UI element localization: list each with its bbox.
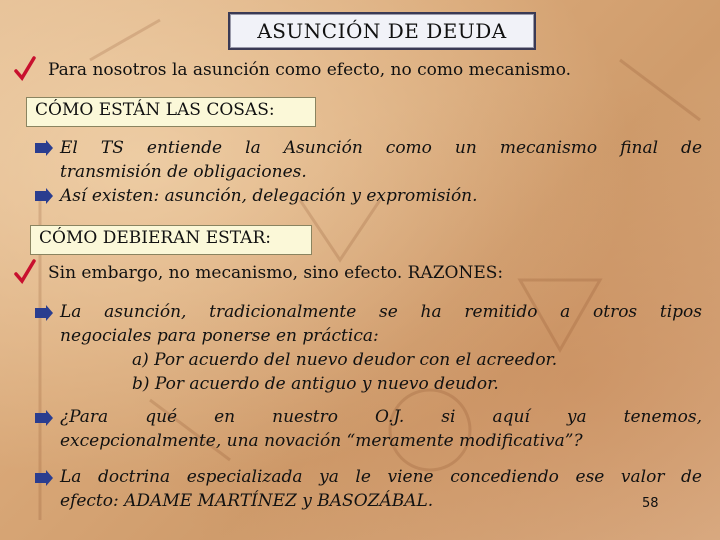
arrow-bullet-icon: [34, 188, 54, 204]
section2-intro: Sin embargo, no mecanismo, sino efecto. RAZONES:: [48, 263, 504, 283]
section2-subitem-a: a) Por acuerdo del nuevo deudor con el acreedor.: [132, 350, 558, 370]
arrow-bullet-icon: [34, 305, 54, 321]
section2-bullet1-line2: negociales para ponerse en práctica:: [60, 326, 379, 346]
section2-bullet2-line2: excepcionalmente, una novación “meramente modificativa”?: [60, 431, 583, 451]
arrow-bullet-icon: [34, 140, 54, 156]
section2-bullet1-line1: La asunción, tradicionalmente se ha remitido a otros tipos: [60, 302, 702, 322]
section2-bullet3-line2: efecto: ADAME MARTÍNEZ y BASOZÁBAL.: [60, 491, 434, 511]
section-label-current: CÓMO ESTÁN LAS COSAS:: [26, 97, 316, 127]
arrow-bullet-icon: [34, 410, 54, 426]
section1-bullet2: Así existen: asunción, delegación y expromisión.: [60, 186, 478, 206]
slide-title: ASUNCIÓN DE DEUDA: [228, 12, 536, 50]
section-label-proposed: CÓMO DEBIERAN ESTAR:: [30, 225, 312, 255]
arrow-bullet-icon: [34, 470, 54, 486]
section1-bullet1-line1: El TS entiende la Asunción como un mecanismo final de: [60, 138, 702, 158]
slide-number: 58: [642, 496, 659, 511]
intro-text: Para nosotros la asunción como efecto, no como mecanismo.: [48, 60, 572, 80]
section2-bullet3-line1: La doctrina especializada ya le viene concediendo ese valor de: [60, 467, 702, 487]
check-mark-icon: [14, 56, 36, 82]
section2-bullet2-line1: ¿Para qué en nuestro O.J. si aquí ya tenemos,: [60, 407, 702, 427]
section2-subitem-b: b) Por acuerdo de antiguo y nuevo deudor.: [132, 374, 499, 394]
section1-bullet1-line2: transmisión de obligaciones.: [60, 162, 307, 182]
check-mark-icon: [14, 259, 36, 285]
